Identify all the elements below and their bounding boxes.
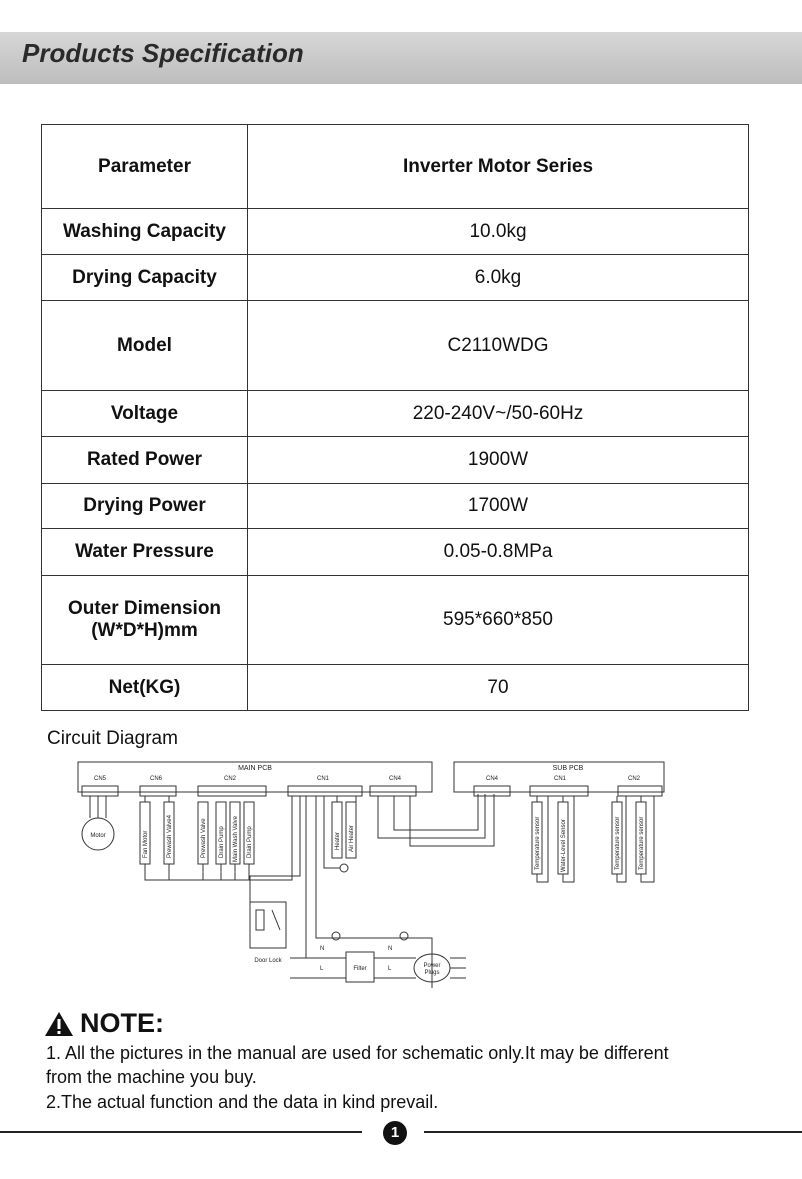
cn6-connector [140,786,176,796]
motor-label: Motor [90,833,106,839]
door-lock-label: Door Lock [254,958,282,964]
footer-rule-left [0,1131,362,1133]
table-row [42,665,749,711]
value-cell: 6.0kg [248,255,749,301]
circuit-diagram-label: Circuit Diagram [47,728,178,749]
sub-cn1-label: CN1 [553,776,567,782]
n-label-right: N [388,946,393,952]
param-cell: Net(KG) [42,665,248,711]
value-cell: C2110WDG [248,301,749,391]
table-row [42,484,749,529]
column-header-parameter: Parameter [42,125,248,209]
note-title: NOTE: [80,1008,164,1038]
note-line-1: 1. All the pictures in the manual are used for schematic only.It may be different [46,1043,669,1063]
footer-rule-right [424,1131,802,1133]
filter-label: Filter [353,966,367,972]
note-line-2: 2.The actual function and the data in kind prevail. [46,1092,439,1112]
sub-cn4-connector [474,786,510,796]
value-cell: 10.0kg [248,209,749,255]
value-cell: 220-240V~/50-60Hz [248,391,749,437]
ground-icon [340,864,348,872]
param-cell [42,576,248,665]
power-plugs-label-1: Power [423,963,441,969]
main-pcb-label: MAIN PCB [238,765,272,772]
prewash-valve4-label: Prewash Valve4 [167,815,173,858]
table-row [42,255,749,301]
table-row [42,391,749,437]
fan-motor-label: Fan Motor [143,830,149,858]
temperature-sensor-label: Temperature sensor [535,816,541,870]
power-plugs-label-2: Plugs [424,970,440,976]
param-cell: Rated Power [42,437,248,484]
sub-cn2-connector [618,786,662,796]
spec-table [41,124,749,711]
param-line: Outer Dimension [67,598,222,619]
cn5-connector [82,786,118,796]
column-header-series: Inverter Motor Series [248,125,749,209]
n-label-left: N [320,946,325,952]
sub-cn1-connector [530,786,588,796]
l-label-right: L [388,966,392,972]
drain-pump-label-2: Drain Pump [247,826,253,858]
door-lock-box [250,902,286,948]
warning-icon [44,1011,74,1037]
water-level-sensor-label: Water-Level Sensor [561,819,567,872]
param-cell: Voltage [42,391,248,437]
l-label-left: L [320,966,324,972]
table-row [42,437,749,484]
value-cell: 70 [248,665,749,711]
temperature-sensor-label-3: Temperature sensor [639,816,645,870]
table-row [42,209,749,255]
cn4-label: CN4 [388,776,402,782]
door-lock-coil [256,910,264,930]
cn6-label: CN6 [149,776,163,782]
cn4-connector [370,786,416,796]
page-number: 1 [383,1121,407,1145]
param-cell: Washing Capacity [42,209,248,255]
param-cell: Drying Power [42,484,248,529]
drain-pump-label: Drain Pump [219,826,225,858]
cn2-connector [198,786,266,796]
ground-icon [400,932,408,940]
heater-label: Heater [335,831,341,850]
sub-pcb-label: SUB PCB [552,765,584,772]
value-cell: 0.05-0.8MPa [248,529,749,576]
prewash-valve-label: Prewash Valve [201,818,207,858]
page-title: Products Specification [22,38,304,68]
cn1-connector [288,786,362,796]
table-row [42,529,749,576]
note-heading [44,1008,164,1039]
note-line-1b: from the machine you buy. [46,1067,257,1087]
table-row [42,301,749,391]
param-cell: Model [42,301,248,391]
sub-cn4-label: CN4 [485,776,499,782]
air-heater-label: Air Heater [349,824,355,852]
ground-icon [332,932,340,940]
sub-cn2-label: CN2 [627,776,641,782]
circuit-diagram [60,758,680,990]
param-line: (W*D*H)mm [91,620,198,641]
value-cell: 595*660*850 [248,576,749,665]
param-cell: Water Pressure [42,529,248,576]
value-cell: 1900W [248,437,749,484]
table-row [42,576,749,665]
temperature-sensor-label-2: Temperature sensor [615,816,621,870]
cn1-label: CN1 [316,776,330,782]
cn5-label: CN5 [93,776,107,782]
value-cell: 1700W [248,484,749,529]
param-cell: Drying Capacity [42,255,248,301]
main-wash-valve-label: Main Wash Valve [233,815,239,862]
table-header-row [42,125,749,209]
cn2-label: CN2 [223,776,237,782]
